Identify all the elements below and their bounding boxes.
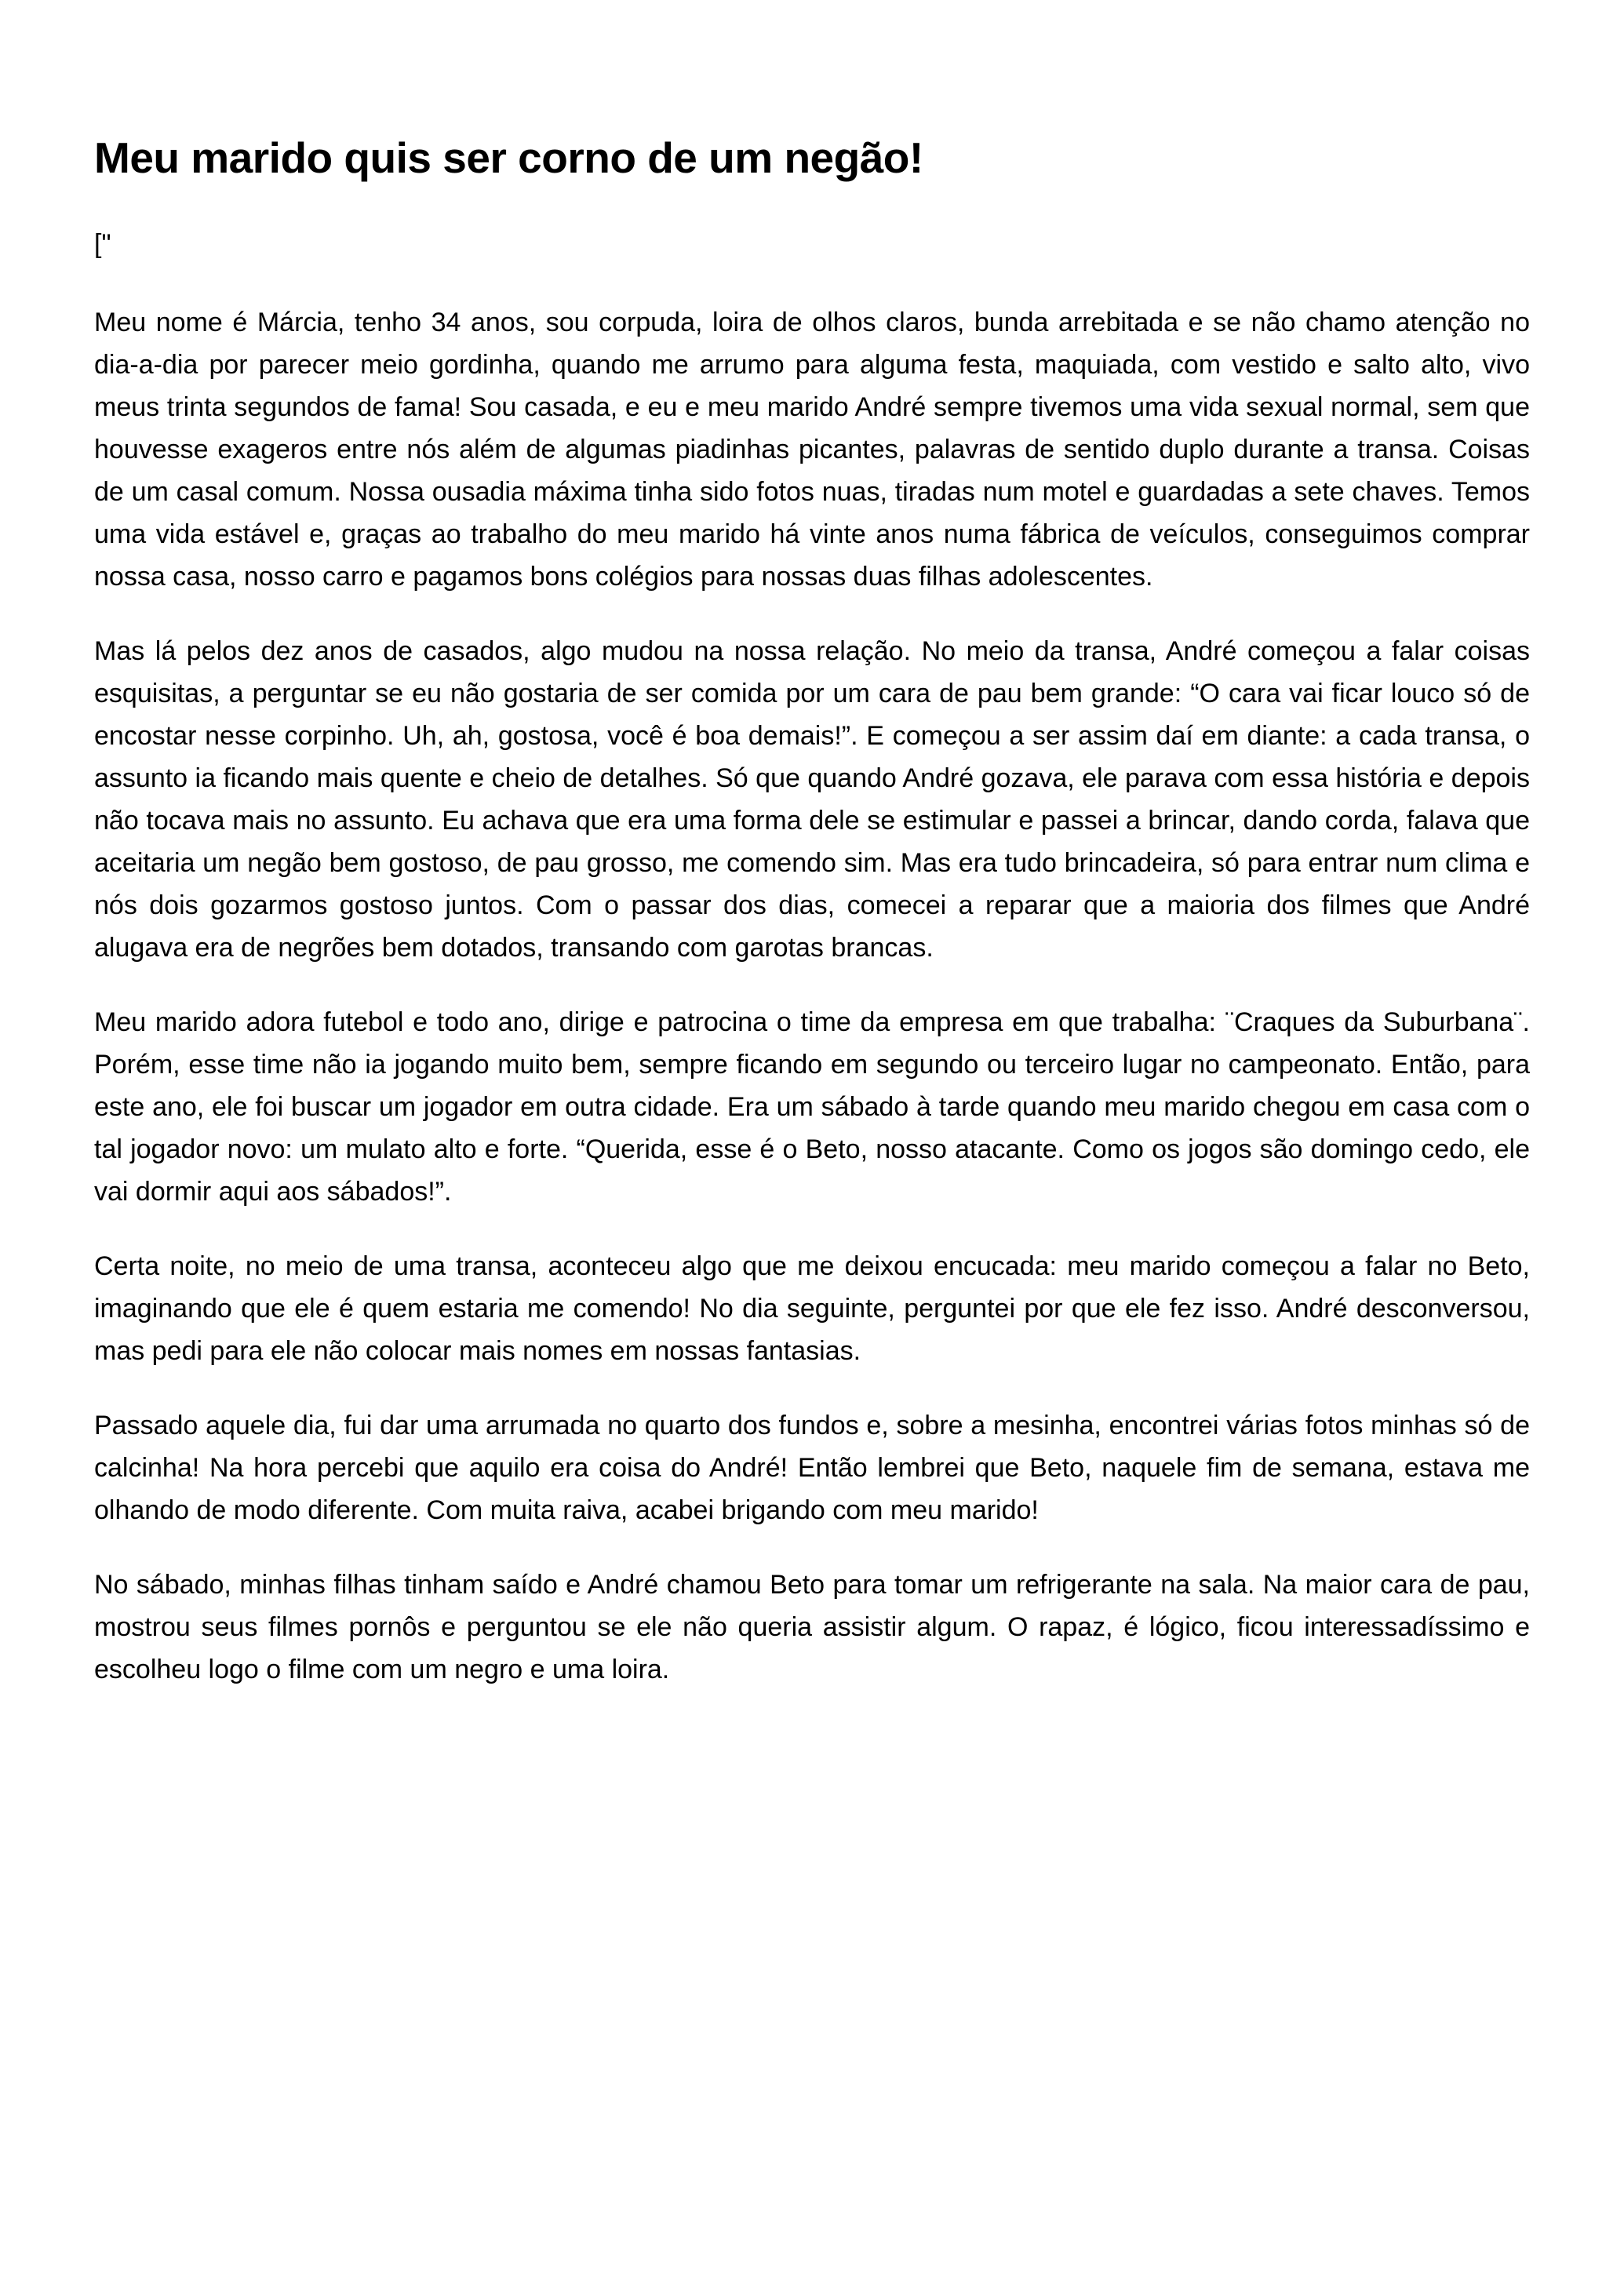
paragraph: Mas lá pelos dez anos de casados, algo mudou na nossa relação. No meio da transa, André começou a falar coisas esquisitas, a perguntar se eu não gostaria de ser comida por um cara de pau bem grande: “O cara vai ficar louco só de encostar nesse corpinho. Uh, ah, gostosa, você é boa demais!”. E começou a ser assim daí em diante: a cada transa, o assunto ia ficando mais quente e cheio de detalhes. Só que quando André gozava, ele parava com essa história e depois não tocava mais no assunto. Eu achava que era uma forma dele se estimular e passei a brincar, dando corda, falava que aceitaria um negão bem gostoso, de pau grosso, me comendo sim. Mas era tudo brincadeira, só para entrar num clima e nós dois gozarmos gostoso juntos. Com o passar dos dias, comecei a reparar que a maioria dos filmes que André alugava era de negrões bem dotados, transando com garotas brancas.	[94, 636, 1530, 963]
paragraph: Passado aquele dia, fui dar uma arrumada no quarto dos fundos e, sobre a mesinha, encontrei várias fotos minhas só de calcinha! Na hora percebi que aquilo era coisa do André! Então lembrei que Beto, naquele fim de semana, estava me olhando de modo diferente. Com muita raiva, acabei brigando com meu marido!	[94, 1411, 1530, 1525]
paragraph: Meu nome é Márcia, tenho 34 anos, sou corpuda, loira de olhos claros, bunda arrebitada e se não chamo atenção no dia-a-dia por parecer meio gordinha, quando me arrumo para alguma festa, maquiada, com vestido e salto alto, vivo meus trinta segundos de fama! Sou casada, e eu e meu marido André sempre tivemos uma vida sexual normal, sem que houvesse exageros entre nós além de algumas piadinhas picantes, palavras de sentido duplo durante a transa. Coisas de um casal comum. Nossa ousadia máxima tinha sido fotos nuas, tiradas num motel e guardadas a sete chaves. Temos uma vida estável e, graças ao trabalho do meu marido há vinte anos numa fábrica de veículos, conseguimos comprar nossa casa, nosso carro e pagamos bons colégios para nossas duas filhas adolescentes.	[94, 308, 1530, 592]
opener-text: ["	[94, 229, 111, 259]
paragraph: Meu marido adora futebol e todo ano, dirige e patrocina o time da empresa em que trabalha: ¨Craques da Suburbana¨. Porém, esse time não ia jogando muito bem, sempre ficando em segundo ou terceiro lugar no campeonato. Então, para este ano, ele foi buscar um jogador em outra cidade. Era um sábado à tarde quando meu marido chegou em casa com o tal jogador novo: um mulato alto e forte. “Querida, esse é o Beto, nosso atacante. Como os jogos são domingo cedo, ele vai dormir aqui aos sábados!”.	[94, 1007, 1530, 1207]
paragraph: Certa noite, no meio de uma transa, aconteceu algo que me deixou encucada: meu marido começou a falar no Beto, imaginando que ele é quem estaria me comendo! No dia seguinte, perguntei por que ele fez isso. André desconversou, mas pedi para ele não colocar mais nomes em nossas fantasias.	[94, 1251, 1530, 1366]
article-title: Meu marido quis ser corno de um negão!	[94, 133, 923, 182]
paragraph: No sábado, minhas filhas tinham saído e André chamou Beto para tomar um refrigerante na sala. Na maior cara de pau, mostrou seus filmes pornôs e perguntou se ele não queria assistir algum. O rapaz, é lógico, ficou interessadíssimo e escolheu logo o filme com um negro e uma loira.	[94, 1570, 1530, 1684]
